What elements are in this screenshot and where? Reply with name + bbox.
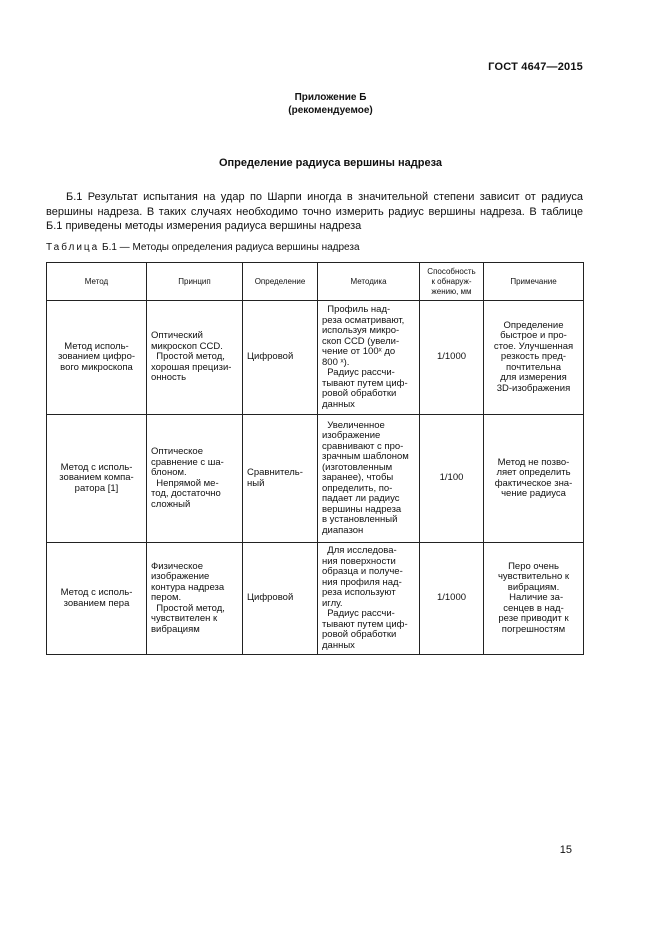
cell-principle bbox=[147, 415, 243, 543]
header-method: Метод bbox=[47, 263, 147, 301]
cell-line: ратора [1] bbox=[74, 482, 119, 494]
cell-line: 3D-изображения bbox=[496, 382, 571, 394]
cell-line: заранее), чтобы bbox=[322, 472, 394, 484]
cell-note bbox=[484, 301, 584, 415]
cell-line: быстрое и про- bbox=[500, 330, 567, 342]
table-caption-text: Б.1 — Методы определения радиуса вершины надреза bbox=[102, 242, 360, 253]
cell-line: чение радиуса bbox=[501, 488, 566, 499]
table-header-row bbox=[47, 263, 584, 301]
cell-line: Оптическое bbox=[151, 446, 204, 457]
table-row bbox=[47, 415, 584, 543]
cell-line: Радиус рассчи- bbox=[322, 367, 395, 378]
cell-definition bbox=[243, 301, 318, 415]
cell-line: вого микроскопа bbox=[60, 361, 133, 373]
cell-line: Физическое bbox=[151, 560, 204, 572]
cell-line: Непрямой ме- bbox=[151, 477, 219, 489]
cell-line: скоп CCD (увели- bbox=[322, 335, 400, 347]
header-detection-ability bbox=[420, 263, 484, 301]
cell-line: онность bbox=[151, 372, 187, 384]
cell-line: ния поверхности bbox=[322, 555, 396, 567]
cell-line: определить, по- bbox=[322, 482, 393, 494]
cell-method bbox=[47, 415, 147, 543]
cell-line: вибрациям. bbox=[507, 581, 560, 593]
cell-line: Метод с исполь- bbox=[60, 587, 133, 598]
cell-line: сравнение с ша- bbox=[151, 456, 224, 468]
cell-line: используя микро- bbox=[322, 325, 400, 336]
cell-line: Цифровой bbox=[247, 351, 294, 363]
cell-line: пером. bbox=[151, 592, 182, 604]
cell-line: зованием цифро- bbox=[57, 351, 136, 363]
cell-line: микроскоп CCD. bbox=[151, 340, 223, 352]
cell-technique bbox=[318, 301, 420, 415]
section-title: Определение радиуса вершины надреза bbox=[218, 157, 443, 169]
cell-line: иглу. bbox=[322, 597, 343, 609]
cell-technique bbox=[318, 415, 420, 543]
cell-line: зованием компа- bbox=[59, 472, 134, 484]
cell-line: изображение bbox=[151, 571, 210, 583]
cell-line: Перо очень bbox=[508, 560, 559, 572]
cell-definition bbox=[243, 543, 318, 655]
cell-line: почтительна bbox=[505, 361, 562, 373]
cell-line: чувствителен к bbox=[151, 613, 218, 625]
cell-line: образца и получе- bbox=[322, 566, 403, 577]
header-detect-line-2: к обнаруж- bbox=[431, 276, 472, 286]
cell-line: Увеличенное bbox=[322, 419, 385, 431]
document-code: ГОСТ 4647—2015 bbox=[488, 61, 583, 73]
cell-principle bbox=[147, 543, 243, 655]
cell-line: контура надреза bbox=[151, 581, 225, 593]
cell-line: сравнивают с про- bbox=[322, 440, 404, 452]
cell-detection-ability: 1/1000 bbox=[420, 543, 484, 655]
table-row bbox=[47, 301, 584, 415]
cell-line: Метод не позво- bbox=[497, 456, 570, 468]
appendix-subtitle: (рекомендуемое) bbox=[288, 105, 373, 116]
cell-line: падает ли радиус bbox=[322, 493, 400, 505]
cell-line: Оптический bbox=[151, 330, 203, 342]
cell-line: Простой метод, bbox=[151, 351, 225, 363]
header-detect-line-1: Способность bbox=[427, 266, 476, 276]
cell-line: чувствительно к bbox=[497, 571, 570, 583]
cell-method bbox=[47, 543, 147, 655]
cell-line: тывают путем циф- bbox=[322, 377, 408, 389]
cell-line: ный bbox=[247, 477, 265, 489]
cell-line: резкость пред- bbox=[500, 351, 567, 363]
cell-line: ровой обработки bbox=[322, 629, 397, 640]
cell-line: погрешностям bbox=[501, 623, 566, 635]
header-definition: Определение bbox=[243, 263, 318, 301]
cell-line: Профиль над- bbox=[322, 304, 391, 315]
cell-line: Метод с исполь- bbox=[60, 461, 133, 473]
cell-line: вершины надреза bbox=[322, 503, 402, 515]
cell-line: чение от 100ˣ до bbox=[322, 346, 396, 357]
table-caption-prefix: Таблица bbox=[46, 242, 100, 253]
header-note: Примечание bbox=[484, 263, 584, 301]
cell-principle bbox=[147, 301, 243, 415]
cell-line: хорошая прецизи- bbox=[151, 361, 232, 373]
cell-line: блоном. bbox=[151, 467, 187, 478]
cell-line: данных bbox=[322, 398, 355, 410]
cell-line: Метод исполь- bbox=[64, 340, 129, 352]
cell-line: в установленный bbox=[322, 514, 398, 526]
cell-line: Для исследова- bbox=[322, 545, 397, 556]
cell-line: тод, достаточно bbox=[151, 488, 221, 499]
cell-note bbox=[484, 543, 584, 655]
appendix-title: Приложение Б bbox=[294, 92, 367, 103]
cell-line: вибрациям bbox=[151, 623, 200, 635]
cell-line: Простой метод, bbox=[151, 602, 225, 614]
cell-line: реза используют bbox=[322, 587, 396, 598]
cell-note bbox=[484, 415, 584, 543]
cell-technique bbox=[318, 543, 420, 655]
cell-detection-ability: 1/100 bbox=[420, 415, 484, 543]
cell-line: изображение bbox=[322, 430, 381, 442]
table-caption bbox=[46, 242, 360, 253]
appendix-heading bbox=[0, 91, 661, 117]
cell-line: данных bbox=[322, 639, 355, 651]
cell-line: ровой обработки bbox=[322, 388, 397, 399]
cell-line: сенцев в над- bbox=[503, 602, 564, 614]
cell-method bbox=[47, 301, 147, 415]
cell-line: тывают путем циф- bbox=[322, 618, 408, 630]
table-row bbox=[47, 543, 584, 655]
cell-line: реза осматривают, bbox=[322, 314, 405, 326]
cell-line: зрачным шаблоном bbox=[322, 451, 409, 463]
cell-line: стое. Улучшенная bbox=[493, 340, 574, 352]
cell-line: (изготовленным bbox=[322, 461, 393, 473]
cell-line: Сравнитель- bbox=[247, 467, 303, 478]
cell-line: резе приводит к bbox=[498, 613, 569, 625]
cell-line: фактическое зна- bbox=[494, 477, 573, 489]
cell-definition bbox=[243, 415, 318, 543]
header-detect-line-3: жению, мм bbox=[431, 286, 472, 296]
header-technique: Методика bbox=[318, 263, 420, 301]
cell-line: сложный bbox=[151, 498, 191, 510]
header-principle: Принцип bbox=[147, 263, 243, 301]
table-body bbox=[47, 301, 584, 655]
cell-line: для измерения bbox=[500, 372, 567, 384]
body-paragraph: Б.1 Результат испытания на удар по Шарпи иногда в значительной степени зависит от радиуса вершины надреза. В таких случаях необходимо точно измерить радиус вершины надреза. В таблице Б.1 приведены методы измерения радиуса вершины надреза bbox=[46, 191, 583, 232]
cell-line: Наличие за- bbox=[503, 592, 564, 604]
methods-table bbox=[46, 262, 584, 655]
cell-line: диапазон bbox=[322, 524, 364, 536]
cell-line: ния профиля над- bbox=[322, 576, 402, 588]
cell-line: Определение bbox=[503, 319, 564, 331]
cell-line: ляет определить bbox=[496, 467, 571, 478]
cell-line: зованием пера bbox=[63, 597, 130, 609]
cell-line: Цифровой bbox=[247, 592, 294, 604]
page-number: 15 bbox=[559, 844, 572, 856]
cell-detection-ability: 1/1000 bbox=[420, 301, 484, 415]
cell-line: Радиус рассчи- bbox=[322, 608, 395, 619]
cell-line: 800 ˣ). bbox=[322, 356, 350, 368]
